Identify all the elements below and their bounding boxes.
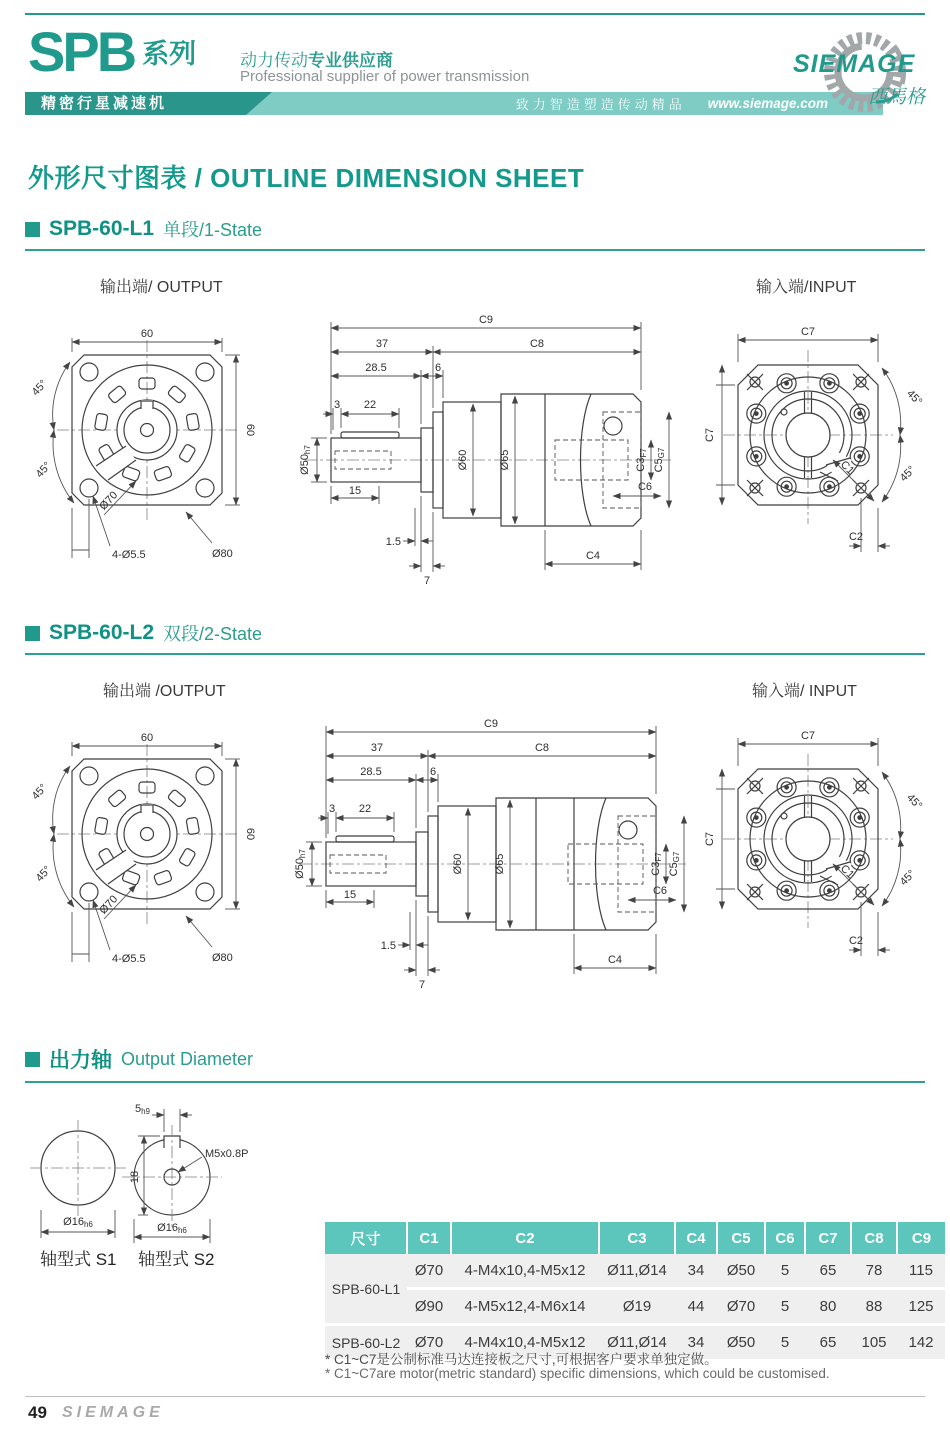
dim-label: 6 xyxy=(434,362,442,374)
dim-label: 60 xyxy=(244,423,256,437)
table-header-cell: C2 xyxy=(451,1222,599,1254)
footnote-cn: * C1~C7是公制标准马达连接板之尺寸,可根据客户要求单独定做。 xyxy=(325,1352,718,1367)
output-view-title-l2: 输出端 /OUTPUT xyxy=(103,683,226,700)
section-type: Output Diameter xyxy=(121,1048,254,1069)
table-cell: 65 xyxy=(805,1325,851,1361)
table-cell: 65 xyxy=(805,1254,851,1289)
table-cell: 5 xyxy=(765,1254,805,1289)
dim-label: C2 xyxy=(848,935,864,947)
table-header-cell: C4 xyxy=(675,1222,717,1254)
table-cell: 142 xyxy=(897,1325,945,1361)
dim-label: 45° xyxy=(897,867,918,889)
drawing-geometry xyxy=(53,742,240,962)
output-view-drawing-l1 xyxy=(22,300,277,590)
supplier-line-en: Professional supplier of power transmission xyxy=(240,68,530,85)
dim-label: 5h9 xyxy=(134,1103,150,1116)
dim-label: C8 xyxy=(534,742,550,754)
supplier-cn-bold: 专业供应商 xyxy=(308,51,393,70)
table-cell: 105 xyxy=(851,1325,897,1361)
top-rule xyxy=(25,13,925,15)
dim-label: M5x0.8P xyxy=(205,1148,249,1160)
dim-label: Ø50h7 xyxy=(299,445,312,475)
section-type: 双段/2-State xyxy=(163,624,263,644)
table-row xyxy=(325,1254,945,1289)
dim-label: 60 xyxy=(140,732,154,744)
table-cell: Ø19 xyxy=(599,1289,675,1325)
section-header-shaft xyxy=(25,1044,925,1083)
dim-label: C9 xyxy=(478,314,494,326)
dim-label: C4 xyxy=(585,550,601,562)
footer-brand: SIEMAGE xyxy=(62,1404,164,1421)
dim-label: 18 xyxy=(129,1170,141,1184)
table-cell: 4-M4x10,4-M5x12 xyxy=(451,1254,599,1289)
table-header-cell: C5 xyxy=(717,1222,765,1254)
footnote-en: * C1~C7are motor(metric standard) specific dimensions, which could be customised. xyxy=(325,1366,830,1381)
table-header-cell: C9 xyxy=(897,1222,945,1254)
banner-tagline: 精密行星减速机 xyxy=(25,92,246,115)
dim-label: Ø60 xyxy=(457,449,469,471)
dim-label: Ø70 xyxy=(97,489,121,513)
dim-label: C3F7 xyxy=(635,448,648,472)
shaft-s2-label: 轴型式 S2 xyxy=(138,1250,215,1269)
table-cell: 34 xyxy=(675,1254,717,1289)
dim-label: C3F7 xyxy=(650,852,663,876)
dimension-table xyxy=(325,1222,945,1362)
dim-label: C1 xyxy=(837,458,857,478)
dim-label: C1 xyxy=(837,862,857,882)
section-model: 出力轴 xyxy=(49,1049,112,1072)
dim-label: 15 xyxy=(348,485,362,497)
banner-slant xyxy=(246,92,272,115)
input-view-drawing-l1 xyxy=(688,300,933,590)
banner-right xyxy=(272,92,883,115)
series-logo xyxy=(28,20,197,83)
input-view-title-l2: 输入端/ INPUT xyxy=(752,683,857,700)
dim-label: 60 xyxy=(244,827,256,841)
dim-label: 60 xyxy=(140,328,154,340)
dim-label: 45° xyxy=(33,863,54,885)
dim-label: Ø16h6 xyxy=(157,1222,187,1235)
dim-label: 7 xyxy=(418,979,426,991)
table-cell: 88 xyxy=(851,1289,897,1325)
dim-label: 28.5 xyxy=(365,362,387,374)
dim-label: Ø60 xyxy=(452,853,464,875)
dim-label: C6 xyxy=(652,885,668,897)
dim-label: 45° xyxy=(29,781,50,803)
dim-label: Ø65 xyxy=(499,449,511,471)
dim-label: Ø65 xyxy=(494,853,506,875)
dim-label: Ø80 xyxy=(212,952,233,964)
table-cell: Ø11,Ø14 xyxy=(599,1254,675,1289)
table-header-row xyxy=(325,1222,945,1254)
drawing-geometry xyxy=(716,738,901,956)
table-cell-model: SPB-60-L2 xyxy=(325,1325,407,1361)
dim-label: 45° xyxy=(904,387,925,409)
shaft-s2-drawing xyxy=(108,1085,308,1247)
page-number: 49 xyxy=(28,1403,47,1422)
input-view-drawing-l2 xyxy=(688,704,933,994)
table-cell: Ø70 xyxy=(717,1289,765,1325)
section-model: SPB-60-L2 xyxy=(49,621,155,644)
dim-label: 45° xyxy=(33,459,54,481)
dim-label: C5G7 xyxy=(668,851,681,877)
dim-label: C9 xyxy=(483,718,499,730)
dim-label: 22 xyxy=(358,803,372,815)
section-header-l2 xyxy=(25,620,925,655)
section-header-l1 xyxy=(25,216,925,251)
table-cell: 125 xyxy=(897,1289,945,1325)
banner-url[interactable]: www.siemage.com xyxy=(707,96,828,111)
dim-label: 22 xyxy=(363,399,377,411)
banner-slogan: 致力智造塑造传动精品 xyxy=(515,97,686,112)
footer-rule xyxy=(25,1396,925,1397)
section-model: SPB-60-L1 xyxy=(49,217,155,240)
table-cell: 4-M5x12,4-M6x14 xyxy=(451,1289,599,1325)
drawing-geometry xyxy=(305,322,671,572)
drawing-geometry xyxy=(300,726,686,976)
dim-label: 45° xyxy=(897,463,918,485)
dim-label: 6 xyxy=(429,766,437,778)
output-view-title-l1: 输出端/ OUTPUT xyxy=(100,279,223,296)
section-bullet-icon xyxy=(25,626,40,641)
drawing-geometry xyxy=(53,338,240,558)
logo-wordmark-cn: 西馬格 xyxy=(868,87,926,108)
dim-label: C7 xyxy=(800,730,816,742)
dim-label: C7 xyxy=(704,427,716,443)
dim-label: Ø50h7 xyxy=(294,849,307,879)
dim-label: C7 xyxy=(704,831,716,847)
series-name: SPB xyxy=(28,20,135,83)
logo-wordmark: SIEMAGE xyxy=(793,50,916,78)
dim-label: Ø16h6 xyxy=(63,1216,93,1229)
dim-label: 1.5 xyxy=(380,940,396,952)
dim-label: 7 xyxy=(423,575,431,587)
table-cell: 80 xyxy=(805,1289,851,1325)
section-bullet-icon xyxy=(25,222,40,237)
table-cell-model: SPB-60-L1 xyxy=(325,1254,407,1325)
dim-label: 37 xyxy=(375,338,389,350)
table-cell: Ø11,Ø14 xyxy=(599,1325,675,1361)
dim-label: Ø70 xyxy=(97,893,121,917)
table-header-cell: 尺寸 xyxy=(325,1222,407,1254)
dim-label: 28.5 xyxy=(360,766,382,778)
table-header-cell: C8 xyxy=(851,1222,897,1254)
table-cell: 4-M4x10,4-M5x12 xyxy=(451,1325,599,1361)
dim-label: C8 xyxy=(529,338,545,350)
input-view-title-l1: 输入端/INPUT xyxy=(756,279,857,296)
page-title: 外形尺寸图表 / OUTLINE DIMENSION SHEET xyxy=(28,163,585,193)
section-type: 单段/1-State xyxy=(163,220,263,240)
output-view-drawing-l2 xyxy=(22,704,277,994)
side-view-drawing-l1 xyxy=(293,308,678,596)
dim-label: C5G7 xyxy=(653,447,666,473)
shaft-s1-label: 轴型式 S1 xyxy=(40,1250,117,1269)
dim-label: 3 xyxy=(333,399,341,411)
dim-label: 3 xyxy=(328,803,336,815)
dim-label: 4-Ø5.5 xyxy=(112,549,146,561)
side-view-drawing-l2 xyxy=(288,712,693,1000)
table-cell: Ø50 xyxy=(717,1325,765,1361)
table-header-cell: C7 xyxy=(805,1222,851,1254)
drawing-geometry xyxy=(716,334,901,552)
table-cell: 78 xyxy=(851,1254,897,1289)
header-banner xyxy=(25,92,883,115)
table-cell: 5 xyxy=(765,1289,805,1325)
table-header-cell: C6 xyxy=(765,1222,805,1254)
table-cell: 44 xyxy=(675,1289,717,1325)
dim-label: 15 xyxy=(343,889,357,901)
supplier-cn-regular: 动力传动 xyxy=(240,51,308,70)
dim-label: Ø80 xyxy=(212,548,233,560)
table-cell: 34 xyxy=(675,1325,717,1361)
dim-label: 1.5 xyxy=(385,536,401,548)
table-row xyxy=(325,1289,945,1325)
table-cell: Ø50 xyxy=(717,1254,765,1289)
table-header-cell: C1 xyxy=(407,1222,451,1254)
dim-label: 45° xyxy=(29,377,50,399)
table-cell: 5 xyxy=(765,1325,805,1361)
dim-label: C6 xyxy=(637,481,653,493)
table-cell: Ø70 xyxy=(407,1325,451,1361)
table-header-cell: C3 xyxy=(599,1222,675,1254)
dim-label: 4-Ø5.5 xyxy=(112,953,146,965)
dim-label: C4 xyxy=(607,954,623,966)
dim-label: 37 xyxy=(370,742,384,754)
table-cell: 115 xyxy=(897,1254,945,1289)
series-suffix: 系列 xyxy=(142,39,197,69)
table-cell: Ø70 xyxy=(407,1254,451,1289)
dim-label: C2 xyxy=(848,531,864,543)
dim-label: C7 xyxy=(800,326,816,338)
table-cell: Ø90 xyxy=(407,1289,451,1325)
section-bullet-icon xyxy=(25,1052,40,1067)
dim-label: 45° xyxy=(904,791,925,813)
